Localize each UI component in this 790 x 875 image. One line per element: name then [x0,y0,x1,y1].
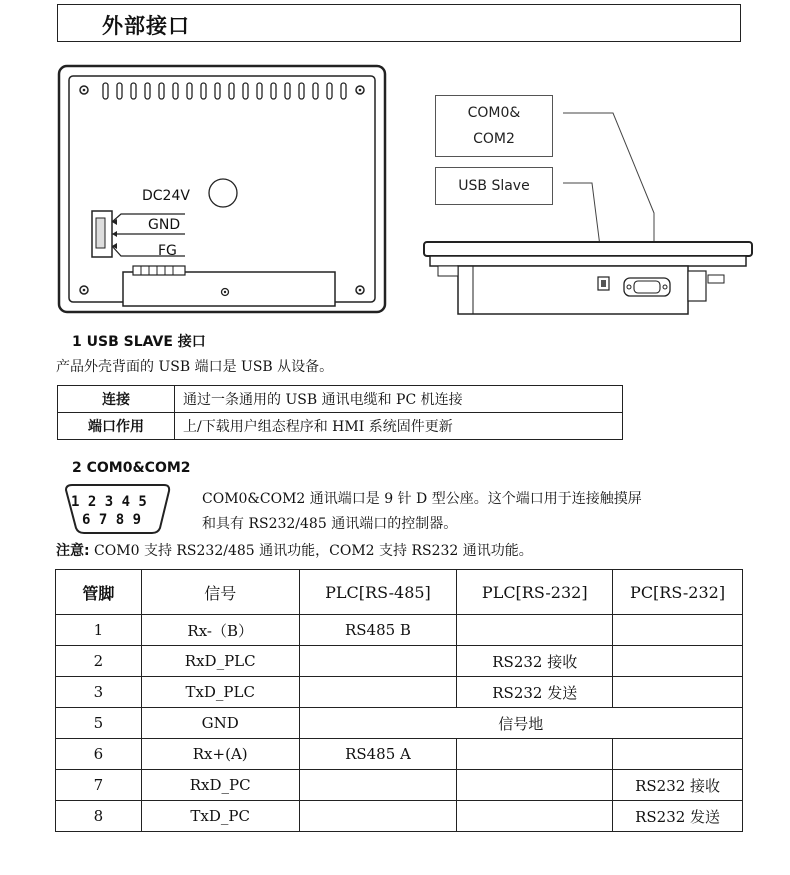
pin-cell: 7 [56,770,142,801]
header-plc485: PLC[RS-485] [299,570,457,615]
usb-table-key: 端口作用 [58,413,175,440]
signal-cell: RxD_PC [141,770,299,801]
com-section-heading: 2 COM0&COM2 [72,460,191,476]
usb-table-value: 通过一条通用的 USB 通讯电缆和 PC 机连接 [175,386,623,413]
pc232-cell: RS232 接收 [613,770,743,801]
gnd-label: GND [148,217,181,233]
table-row [56,739,743,770]
pc232-cell [613,615,743,646]
plc232-cell: RS232 发送 [457,677,613,708]
pin-cell: 8 [56,801,142,832]
plc232-cell: RS232 接收 [457,646,613,677]
table-row [56,677,743,708]
pin-cell: 1 [56,615,142,646]
back-panel-diagram [55,62,391,318]
header-signal: 信号 [141,570,299,615]
pin-cell: 5 [56,708,142,739]
table-row [56,708,743,739]
pc232-cell: RS232 发送 [613,801,743,832]
signal-cell: GND [141,708,299,739]
table-row [58,386,623,413]
header-pc232: PC[RS-232] [613,570,743,615]
plc485-cell [299,677,457,708]
signal-cell: Rx+(A) [141,739,299,770]
pin-cell: 2 [56,646,142,677]
pc232-cell [613,646,743,677]
usb-table-value: 上/下载用户组态程序和 HMI 系统固件更新 [175,413,623,440]
signal-cell: TxD_PLC [141,677,299,708]
fg-label: FG [158,243,177,259]
table-row [56,770,743,801]
table-row [56,801,743,832]
table-row [56,646,743,677]
table-header-row [56,570,743,615]
usb-slave-label-box [435,167,553,205]
plc232-cell [457,739,613,770]
dc24v-label: DC24V [142,188,190,204]
pc232-cell [613,677,743,708]
plc485-cell [299,801,457,832]
db9-pins-row1: 1 2 3 4 5 [71,494,147,510]
pin-cell: 3 [56,677,142,708]
signal-cell: TxD_PC [141,801,299,832]
usb-section-heading: 1 USB SLAVE 接口 [72,334,206,350]
pc232-cell [613,739,743,770]
signal-cell: RxD_PLC [141,646,299,677]
plc485-cell: RS485 A [299,739,457,770]
table-row [56,615,743,646]
plc485-cell: RS485 B [299,615,457,646]
plc232-cell [457,801,613,832]
plc232-cell [457,615,613,646]
com-note [56,540,533,560]
note-text: COM0 支持 RS232/485 通讯功能，COM2 支持 RS232 通讯功能。 [89,543,533,559]
header-pin: 管脚 [56,570,142,615]
db9-pins-row2: 6 7 8 9 [82,512,142,528]
plc485-cell [299,770,457,801]
com-description-line2: 和具有 RS232/485 通讯端口的控制器。 [202,516,458,532]
signal-cell: Rx-（B） [141,615,299,646]
com-port-label-box [435,95,553,157]
usb-section-description: 产品外壳背面的 USB 端口是 USB 从设备。 [56,359,334,375]
header-plc232: PLC[RS-232] [457,570,613,615]
pin-cell: 6 [56,739,142,770]
usb-slave-label: USB Slave [458,178,530,194]
com-description-line1: COM0&COM2 通讯端口是 9 针 D 型公座。这个端口用于连接触摸屏 [202,491,642,507]
pin-assignment-table [55,569,743,832]
com-label-line2: COM2 [473,131,515,147]
com-label-line1: COM0& [467,105,521,121]
page-title: 外部接口 [102,14,190,38]
table-row [58,413,623,440]
usb-info-table [57,385,623,440]
usb-table-key: 连接 [58,386,175,413]
merged-signal-ground-cell: 信号地 [299,708,742,739]
note-label: 注意: [56,543,90,559]
plc232-cell [457,770,613,801]
plc485-cell [299,646,457,677]
